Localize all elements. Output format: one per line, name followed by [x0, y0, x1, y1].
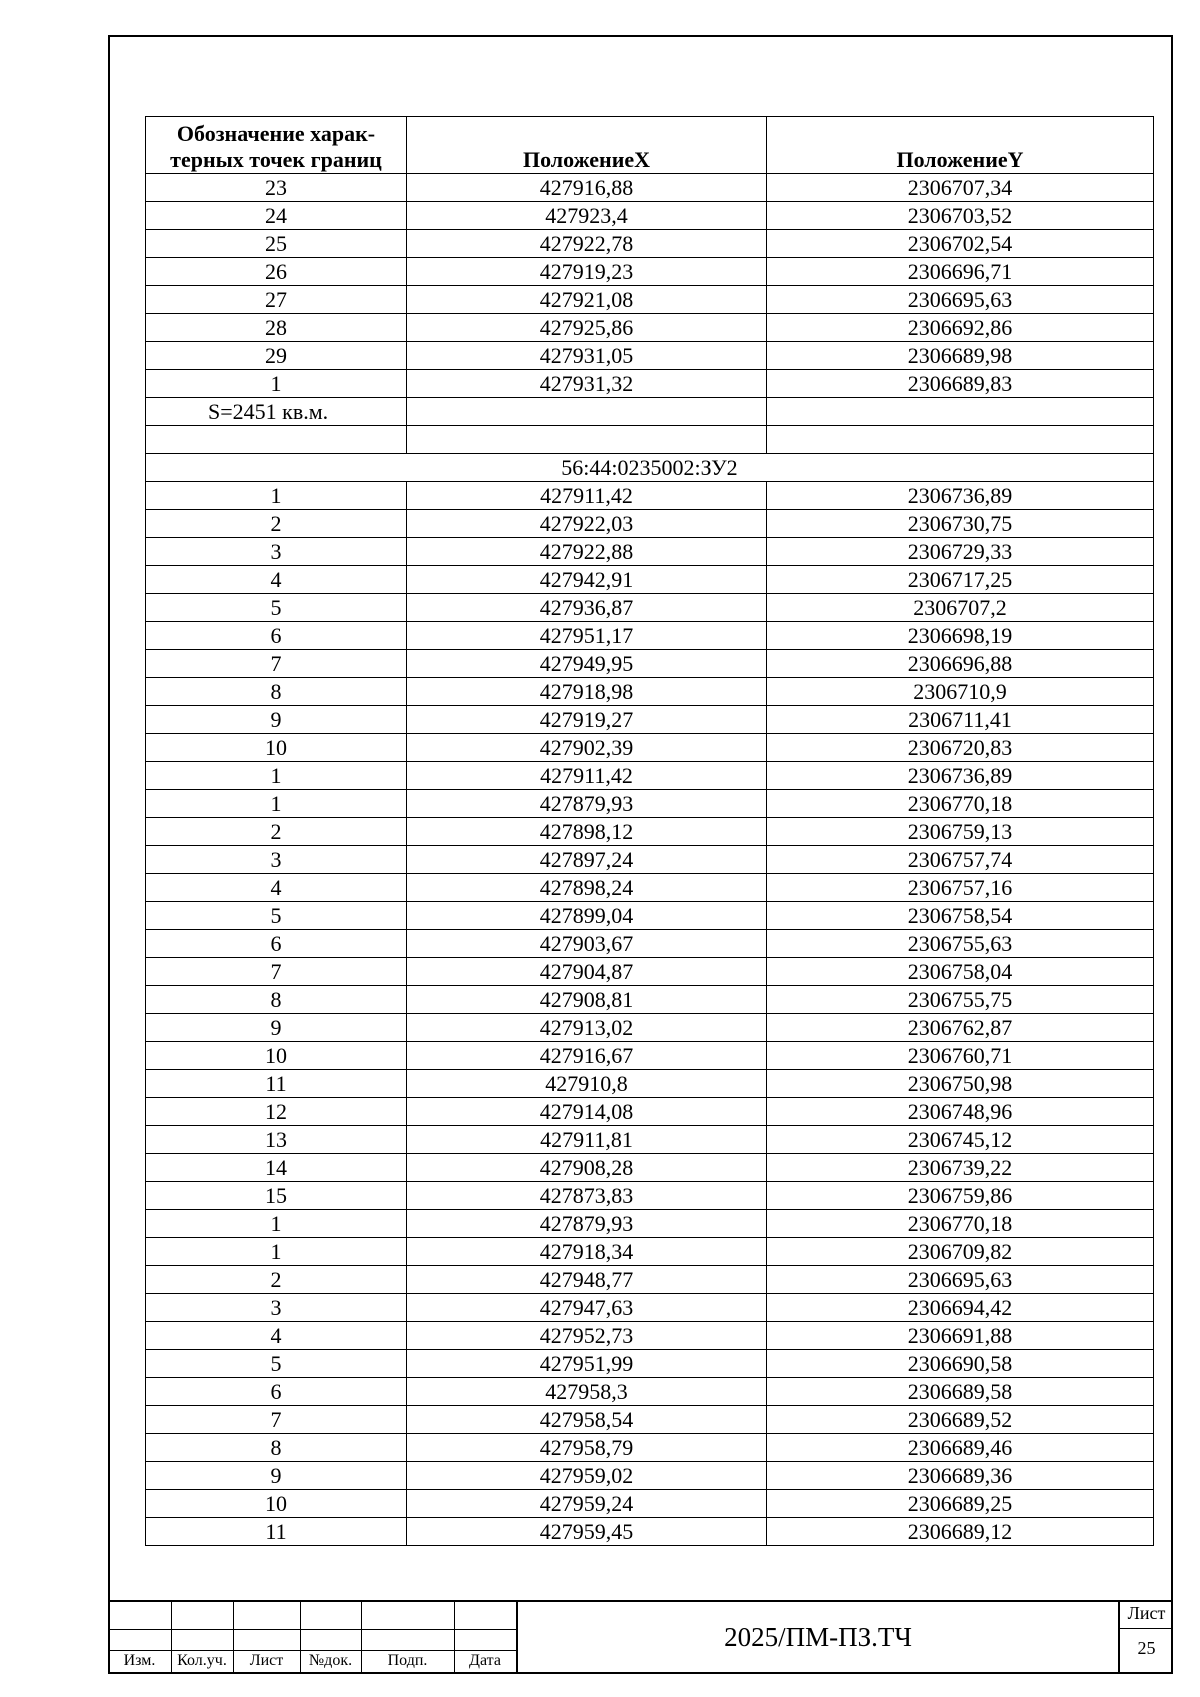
- y-coordinate-cell: 2306689,36: [767, 1462, 1154, 1490]
- x-coordinate-cell: 427898,24: [407, 874, 767, 902]
- y-coordinate-cell: 2306730,75: [767, 510, 1154, 538]
- table-row: [146, 1350, 1154, 1378]
- table-row: [146, 594, 1154, 622]
- y-coordinate-cell: 2306689,98: [767, 342, 1154, 370]
- x-coordinate-cell: 427951,17: [407, 622, 767, 650]
- table-row: [146, 790, 1154, 818]
- table-body-block1: [146, 174, 1154, 398]
- x-coordinate-cell: 427914,08: [407, 1098, 767, 1126]
- x-coordinate-cell: 427925,86: [407, 314, 767, 342]
- table-row: [146, 986, 1154, 1014]
- point-number-cell: 9: [146, 1014, 407, 1042]
- point-number-cell: 1: [146, 790, 407, 818]
- x-coordinate-cell: 427873,83: [407, 1182, 767, 1210]
- sheet-label: Лист: [1127, 1603, 1166, 1623]
- empty-cell: [407, 398, 767, 426]
- point-number-cell: 7: [146, 650, 407, 678]
- y-coordinate-cell: 2306770,18: [767, 1210, 1154, 1238]
- point-number-cell: 28: [146, 314, 407, 342]
- x-coordinate-cell: 427921,08: [407, 286, 767, 314]
- table-row: [146, 762, 1154, 790]
- point-number-cell: 13: [146, 1126, 407, 1154]
- y-coordinate-cell: 2306702,54: [767, 230, 1154, 258]
- table-row: [146, 1182, 1154, 1210]
- document-code: 2025/ПМ-ПЗ.ТЧ: [724, 1622, 912, 1652]
- table-row: [146, 1266, 1154, 1294]
- table-row: [146, 1238, 1154, 1266]
- point-number-cell: 9: [146, 1462, 407, 1490]
- point-number-cell: 29: [146, 342, 407, 370]
- stamp-label-count: Кол.уч.: [177, 1652, 227, 1669]
- table-row: [146, 1154, 1154, 1182]
- point-number-cell: 3: [146, 846, 407, 874]
- y-coordinate-cell: 2306691,88: [767, 1322, 1154, 1350]
- point-number-cell: 4: [146, 1322, 407, 1350]
- point-number-cell: 1: [146, 1210, 407, 1238]
- empty-cell: [407, 426, 767, 454]
- point-number-cell: 1: [146, 762, 407, 790]
- y-coordinate-cell: 2306707,34: [767, 174, 1154, 202]
- point-number-cell: 8: [146, 986, 407, 1014]
- y-coordinate-cell: 2306758,04: [767, 958, 1154, 986]
- y-coordinate-cell: 2306689,25: [767, 1490, 1154, 1518]
- x-coordinate-cell: 427918,98: [407, 678, 767, 706]
- table-row: [146, 286, 1154, 314]
- point-number-cell: 5: [146, 1350, 407, 1378]
- table-row: [146, 622, 1154, 650]
- table-row: [146, 1042, 1154, 1070]
- x-coordinate-cell: 427916,88: [407, 174, 767, 202]
- x-coordinate-cell: 427919,27: [407, 706, 767, 734]
- x-coordinate-cell: 427908,81: [407, 986, 767, 1014]
- x-coordinate-cell: 427948,77: [407, 1266, 767, 1294]
- stamp-label-signature: Подп.: [387, 1652, 428, 1669]
- table-row: [146, 1098, 1154, 1126]
- table-row: [146, 1294, 1154, 1322]
- stamp-label-sheet: Лист: [249, 1652, 284, 1669]
- point-number-cell: 10: [146, 734, 407, 762]
- y-coordinate-cell: 2306760,71: [767, 1042, 1154, 1070]
- y-coordinate-cell: 2306748,96: [767, 1098, 1154, 1126]
- y-coordinate-cell: 2306696,88: [767, 650, 1154, 678]
- table-row: [146, 230, 1154, 258]
- y-coordinate-cell: 2306755,75: [767, 986, 1154, 1014]
- y-coordinate-cell: 2306689,46: [767, 1434, 1154, 1462]
- x-coordinate-cell: 427902,39: [407, 734, 767, 762]
- empty-cell: [146, 426, 407, 454]
- point-number-cell: 1: [146, 1238, 407, 1266]
- table-row: [146, 174, 1154, 202]
- point-number-cell: 15: [146, 1182, 407, 1210]
- point-number-cell: 3: [146, 538, 407, 566]
- x-coordinate-cell: 427879,93: [407, 790, 767, 818]
- table-row: [146, 734, 1154, 762]
- section-label: 56:44:0235002:ЗУ2: [146, 454, 1154, 482]
- point-number-cell: 27: [146, 286, 407, 314]
- y-coordinate-cell: 2306759,13: [767, 818, 1154, 846]
- section-row: [146, 454, 1154, 482]
- area-row: [146, 398, 1154, 426]
- y-coordinate-cell: 2306689,12: [767, 1518, 1154, 1546]
- x-coordinate-cell: 427908,28: [407, 1154, 767, 1182]
- y-coordinate-cell: 2306690,58: [767, 1350, 1154, 1378]
- table-row: [146, 678, 1154, 706]
- y-coordinate-cell: 2306770,18: [767, 790, 1154, 818]
- point-number-cell: 8: [146, 1434, 407, 1462]
- x-coordinate-cell: 427911,81: [407, 1126, 767, 1154]
- x-coordinate-cell: 427897,24: [407, 846, 767, 874]
- x-coordinate-cell: 427904,87: [407, 958, 767, 986]
- point-number-cell: 25: [146, 230, 407, 258]
- y-coordinate-cell: 2306707,2: [767, 594, 1154, 622]
- y-coordinate-cell: 2306739,22: [767, 1154, 1154, 1182]
- table-row: [146, 1322, 1154, 1350]
- point-number-cell: 1: [146, 370, 407, 398]
- area-label: S=2451 кв.м.: [146, 398, 407, 426]
- y-coordinate-cell: 2306720,83: [767, 734, 1154, 762]
- x-coordinate-cell: 427958,54: [407, 1406, 767, 1434]
- point-number-cell: 11: [146, 1070, 407, 1098]
- point-number-cell: 10: [146, 1042, 407, 1070]
- point-number-cell: 2: [146, 1266, 407, 1294]
- x-coordinate-cell: 427958,79: [407, 1434, 767, 1462]
- point-number-cell: 23: [146, 174, 407, 202]
- table-row: [146, 1462, 1154, 1490]
- x-coordinate-cell: 427951,99: [407, 1350, 767, 1378]
- point-number-cell: 10: [146, 1490, 407, 1518]
- table-row: [146, 1210, 1154, 1238]
- point-number-cell: 7: [146, 1406, 407, 1434]
- table-body-summary: [146, 398, 1154, 482]
- y-coordinate-cell: 2306689,58: [767, 1378, 1154, 1406]
- y-coordinate-cell: 2306759,86: [767, 1182, 1154, 1210]
- y-coordinate-cell: 2306762,87: [767, 1014, 1154, 1042]
- point-number-cell: 5: [146, 594, 407, 622]
- x-coordinate-cell: 427910,8: [407, 1070, 767, 1098]
- x-coordinate-cell: 427879,93: [407, 1210, 767, 1238]
- y-coordinate-cell: 2306694,42: [767, 1294, 1154, 1322]
- x-coordinate-cell: 427931,05: [407, 342, 767, 370]
- empty-cell: [767, 426, 1154, 454]
- y-coordinate-cell: 2306698,19: [767, 622, 1154, 650]
- table-row: [146, 930, 1154, 958]
- table-row: [146, 1070, 1154, 1098]
- x-coordinate-cell: 427936,87: [407, 594, 767, 622]
- table-row: [146, 818, 1154, 846]
- x-coordinate-cell: 427959,24: [407, 1490, 767, 1518]
- x-coordinate-cell: 427959,45: [407, 1518, 767, 1546]
- table-row: [146, 314, 1154, 342]
- x-coordinate-cell: 427899,04: [407, 902, 767, 930]
- y-coordinate-cell: 2306709,82: [767, 1238, 1154, 1266]
- y-coordinate-cell: 2306750,98: [767, 1070, 1154, 1098]
- blank-row: [146, 426, 1154, 454]
- point-number-cell: 11: [146, 1518, 407, 1546]
- point-number-cell: 8: [146, 678, 407, 706]
- x-coordinate-cell: 427923,4: [407, 202, 767, 230]
- table-row: [146, 1126, 1154, 1154]
- coordinates-table: [145, 116, 1154, 1546]
- x-coordinate-cell: 427919,23: [407, 258, 767, 286]
- y-coordinate-cell: 2306745,12: [767, 1126, 1154, 1154]
- table-body-block2: [146, 482, 1154, 1546]
- x-coordinate-cell: 427911,42: [407, 762, 767, 790]
- y-coordinate-cell: 2306703,52: [767, 202, 1154, 230]
- point-number-cell: 2: [146, 510, 407, 538]
- header-point-designation: Обозначение харак-терных точек границ: [146, 117, 407, 174]
- table-row: [146, 650, 1154, 678]
- x-coordinate-cell: 427922,03: [407, 510, 767, 538]
- point-number-cell: 4: [146, 874, 407, 902]
- y-coordinate-cell: 2306695,63: [767, 1266, 1154, 1294]
- stamp-label-date: Дата: [469, 1652, 501, 1669]
- point-number-cell: 7: [146, 958, 407, 986]
- y-coordinate-cell: 2306692,86: [767, 314, 1154, 342]
- point-number-cell: 1: [146, 482, 407, 510]
- x-coordinate-cell: 427916,67: [407, 1042, 767, 1070]
- x-coordinate-cell: 427922,78: [407, 230, 767, 258]
- y-coordinate-cell: 2306729,33: [767, 538, 1154, 566]
- y-coordinate-cell: 2306711,41: [767, 706, 1154, 734]
- point-number-cell: 6: [146, 930, 407, 958]
- x-coordinate-cell: 427947,63: [407, 1294, 767, 1322]
- y-coordinate-cell: 2306717,25: [767, 566, 1154, 594]
- stamp-label-docnum: №док.: [308, 1652, 353, 1669]
- x-coordinate-cell: 427931,32: [407, 370, 767, 398]
- table-row: [146, 1378, 1154, 1406]
- table-row: [146, 846, 1154, 874]
- table-row: [146, 1014, 1154, 1042]
- y-coordinate-cell: 2306736,89: [767, 482, 1154, 510]
- table-row: [146, 1406, 1154, 1434]
- x-coordinate-cell: 427959,02: [407, 1462, 767, 1490]
- empty-cell: [767, 398, 1154, 426]
- table-row: [146, 510, 1154, 538]
- table-row: [146, 958, 1154, 986]
- x-coordinate-cell: 427913,02: [407, 1014, 767, 1042]
- table-header-row: [146, 117, 1154, 174]
- table-row: [146, 706, 1154, 734]
- header-position-y: ПоложениеY: [767, 117, 1154, 174]
- point-number-cell: 4: [146, 566, 407, 594]
- point-number-cell: 26: [146, 258, 407, 286]
- y-coordinate-cell: 2306755,63: [767, 930, 1154, 958]
- y-coordinate-cell: 2306758,54: [767, 902, 1154, 930]
- header-position-x: ПоложениеX: [407, 117, 767, 174]
- x-coordinate-cell: 427918,34: [407, 1238, 767, 1266]
- point-number-cell: 6: [146, 1378, 407, 1406]
- point-number-cell: 6: [146, 622, 407, 650]
- table-row: [146, 1518, 1154, 1546]
- table-row: [146, 202, 1154, 230]
- table-row: [146, 902, 1154, 930]
- point-number-cell: 5: [146, 902, 407, 930]
- point-number-cell: 24: [146, 202, 407, 230]
- table-row: [146, 482, 1154, 510]
- y-coordinate-cell: 2306689,52: [767, 1406, 1154, 1434]
- y-coordinate-cell: 2306757,74: [767, 846, 1154, 874]
- title-block: [108, 1600, 1173, 1674]
- y-coordinate-cell: 2306757,16: [767, 874, 1154, 902]
- table-row: [146, 342, 1154, 370]
- x-coordinate-cell: 427942,91: [407, 566, 767, 594]
- y-coordinate-cell: 2306696,71: [767, 258, 1154, 286]
- point-number-cell: 14: [146, 1154, 407, 1182]
- table-row: [146, 566, 1154, 594]
- sheet-number: 25: [1137, 1638, 1156, 1658]
- stamp-label-change: Изм.: [123, 1652, 156, 1669]
- y-coordinate-cell: 2306689,83: [767, 370, 1154, 398]
- table-row: [146, 874, 1154, 902]
- x-coordinate-cell: 427911,42: [407, 482, 767, 510]
- point-number-cell: 12: [146, 1098, 407, 1126]
- table-row: [146, 1434, 1154, 1462]
- table-row: [146, 1490, 1154, 1518]
- x-coordinate-cell: 427922,88: [407, 538, 767, 566]
- table-row: [146, 370, 1154, 398]
- x-coordinate-cell: 427949,95: [407, 650, 767, 678]
- y-coordinate-cell: 2306736,89: [767, 762, 1154, 790]
- table-row: [146, 258, 1154, 286]
- point-number-cell: 9: [146, 706, 407, 734]
- x-coordinate-cell: 427952,73: [407, 1322, 767, 1350]
- table-row: [146, 538, 1154, 566]
- x-coordinate-cell: 427958,3: [407, 1378, 767, 1406]
- y-coordinate-cell: 2306695,63: [767, 286, 1154, 314]
- point-number-cell: 2: [146, 818, 407, 846]
- point-number-cell: 3: [146, 1294, 407, 1322]
- x-coordinate-cell: 427903,67: [407, 930, 767, 958]
- y-coordinate-cell: 2306710,9: [767, 678, 1154, 706]
- x-coordinate-cell: 427898,12: [407, 818, 767, 846]
